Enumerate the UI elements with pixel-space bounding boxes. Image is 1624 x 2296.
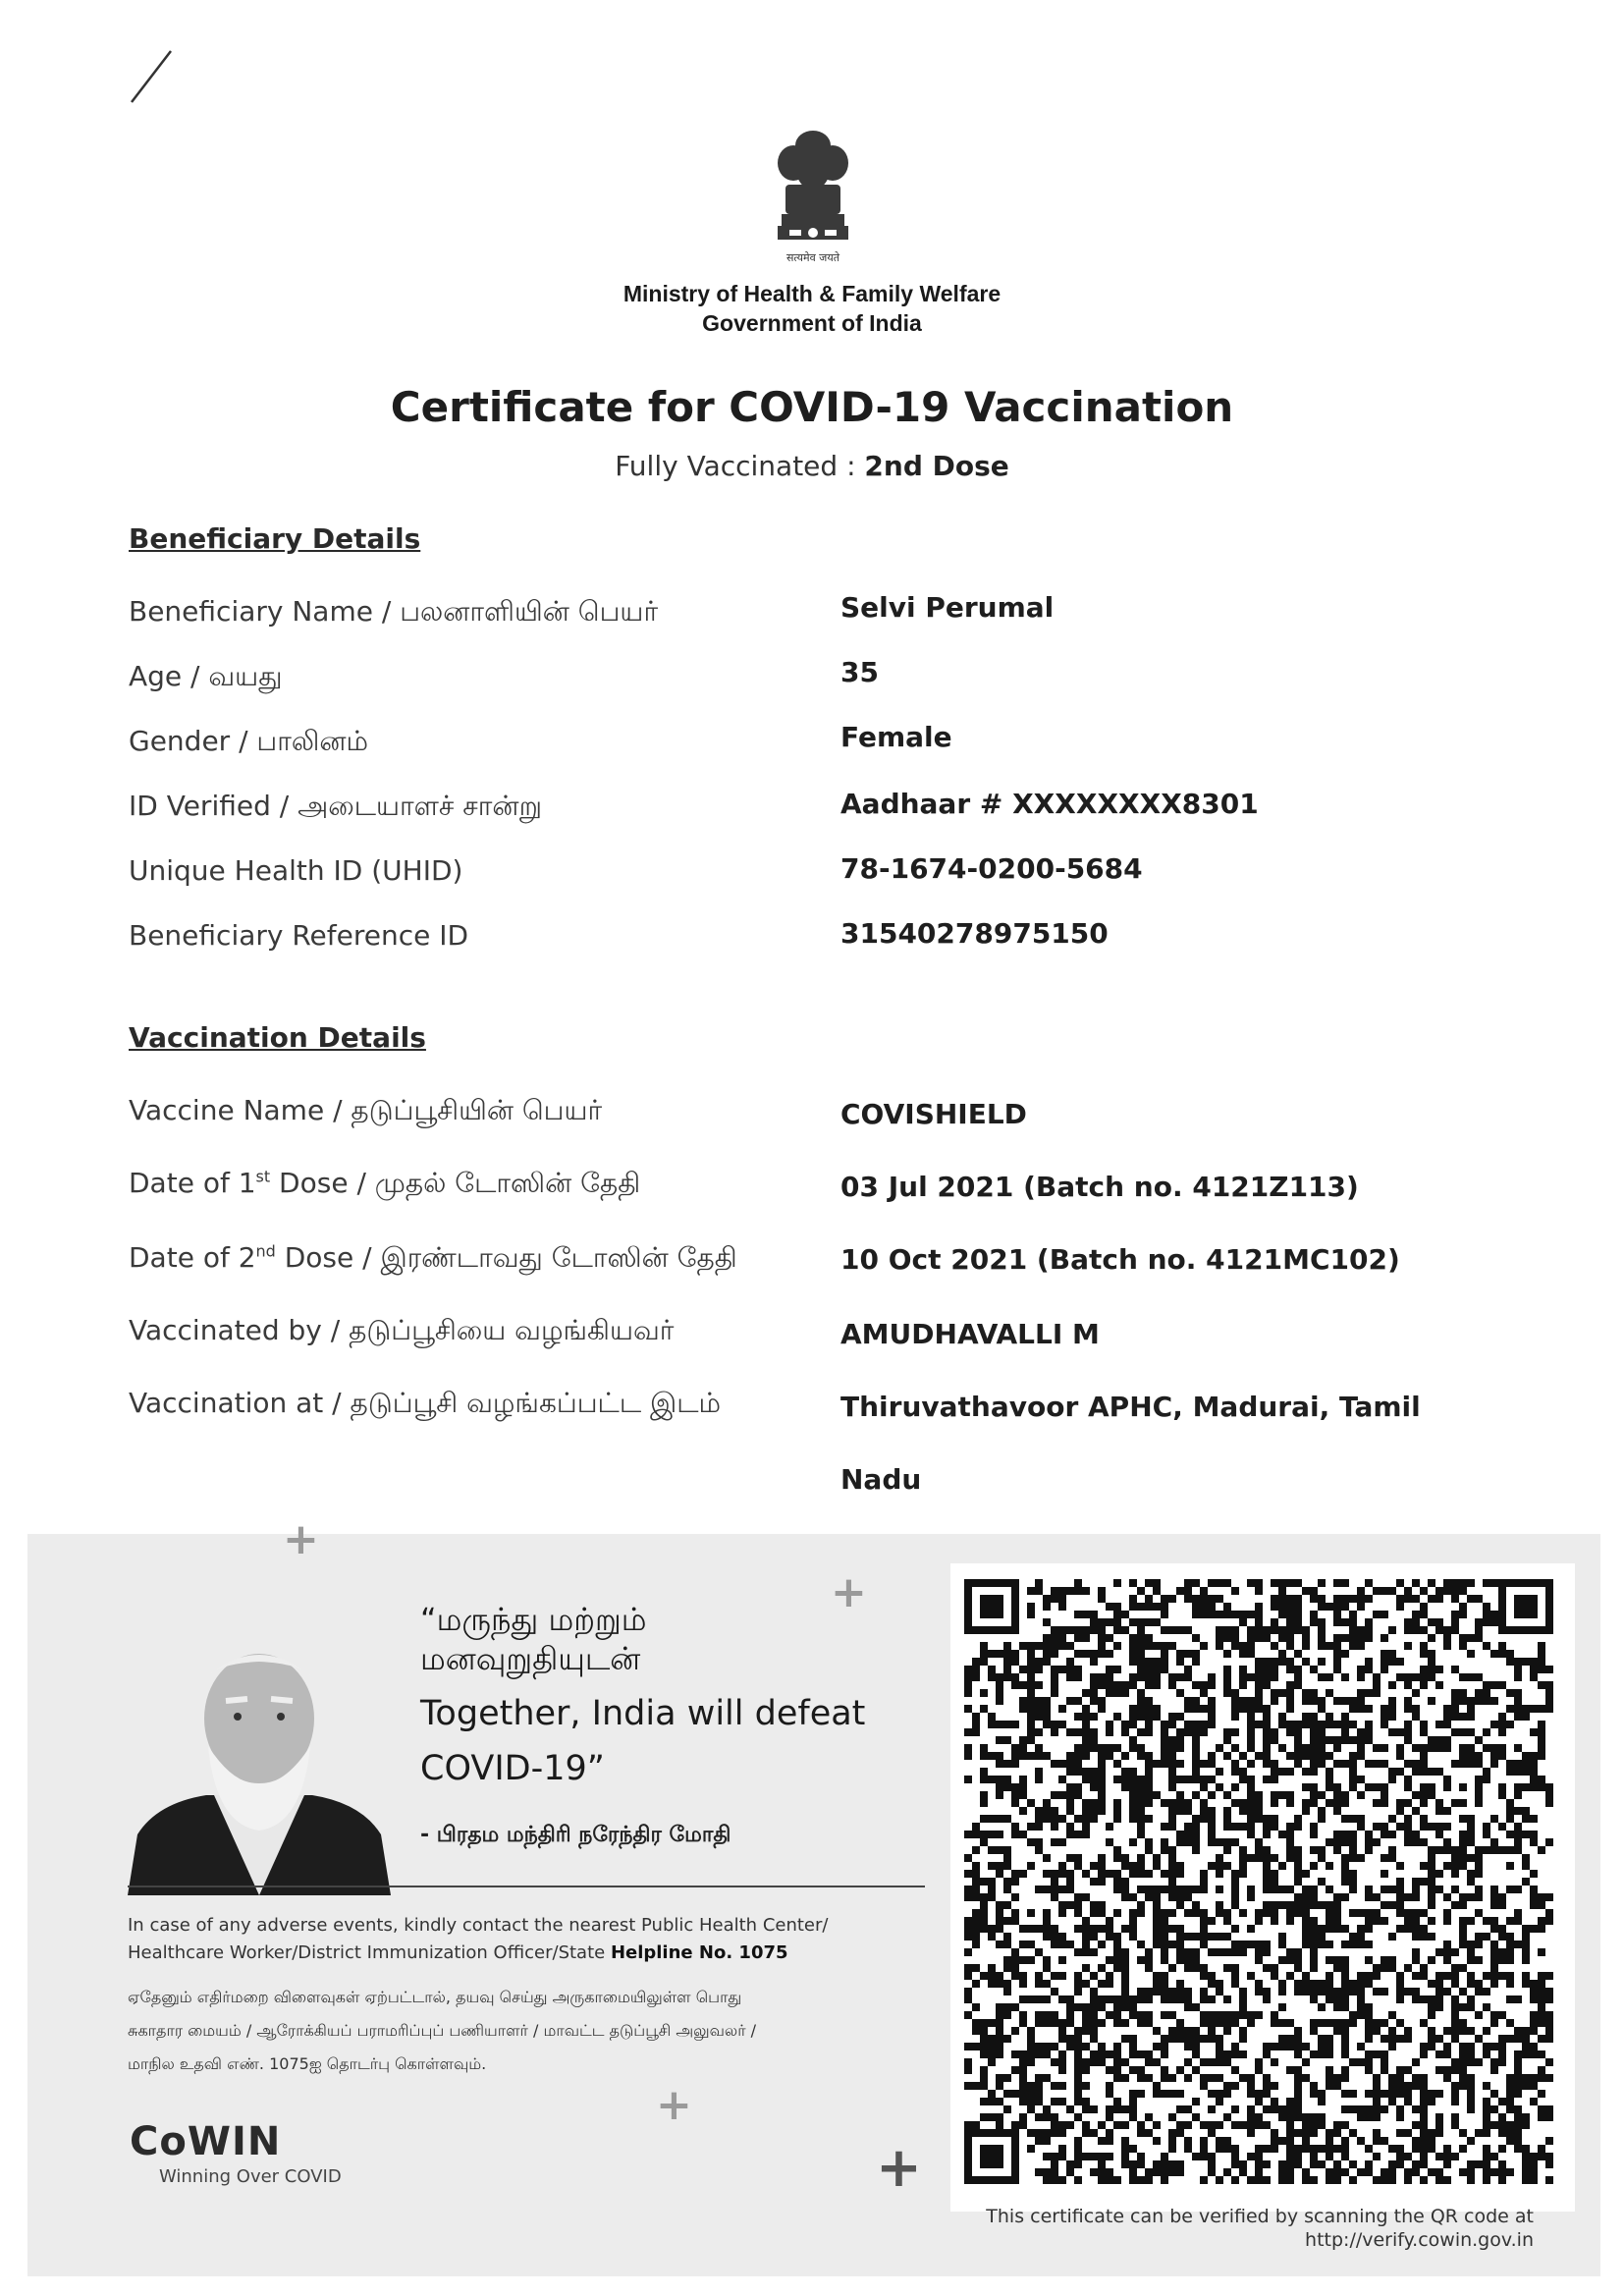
adverse-events-ta-line2: சுகாதார மையம் / ஆரோக்கியப் பராமரிப்புப் பணியாளர் / மாவட்ட தடுப்பூசி அலுவலர் / [128,2021,757,2040]
quote-english-line2: COVID-19” [420,1749,605,1788]
uhid-label: Unique Health ID (UHID) [129,854,463,887]
qr-finder-center [1514,1595,1538,1618]
pen-stroke-mark [128,47,177,106]
vaccinated-by-label: Vaccinated by / தடுப்பூசியை வழங்கியவர் [129,1314,675,1346]
dose1-label-sup: st [255,1167,271,1186]
vaccination-at-value-line1: Thiruvathavoor APHC, Madurai, Tamil [840,1391,1421,1423]
quote-tamil-line2: மனவுறுதியுடன் [420,1640,641,1677]
plus-decoration-icon: + [656,2080,692,2130]
id-verified-label: ID Verified / அடையாளச் சான்று [129,790,542,822]
vaccinated-by-value: AMUDHAVALLI M [840,1318,1100,1350]
vaccination-details-heading: Vaccination Details [129,1021,426,1054]
gender-label: Gender / பாலினம் [129,725,369,757]
dose2-label-post: Dose / இரண்டாவது டோஸின் தேதி [275,1241,737,1274]
dose1-label-post: Dose / முதல் டோஸின் தேதி [270,1167,641,1199]
vaccination-status [0,450,1624,482]
verification-note-line1: This certificate can be verified by scanning the QR code at [986,2206,1534,2227]
helpline-number: Helpline No. 1075 [610,1942,788,1963]
adverse-events-ta-line3: மாநில உதவி எண். 1075ஐ தொடர்பு கொள்ளவும். [128,2054,487,2073]
adverse-events-text: Healthcare Worker/District Immunization Officer/State [128,1942,611,1963]
dose1-date-value: 03 Jul 2021 (Batch no. 4121Z113) [840,1171,1359,1203]
beneficiary-details-heading: Beneficiary Details [129,522,421,555]
ministry-name: Ministry of Health & Family Welfare [623,281,1001,306]
beneficiary-name-label: Beneficiary Name / பலனாளியின் பெயர் [129,595,659,628]
dose1-date-label [129,1167,640,1203]
plus-decoration-icon: + [831,1567,867,1617]
vaccination-at-value-line2: Nadu [840,1463,922,1496]
national-emblem-icon [764,126,862,273]
vaccination-status-value: 2nd Dose [864,450,1009,482]
id-verified-value: Aadhaar # XXXXXXXX8301 [840,788,1259,820]
age-label: Age / வயது [129,660,283,692]
verification-url: http://verify.cowin.gov.in [1305,2228,1534,2251]
cowin-logo: CoWIN [130,2119,282,2164]
dose2-label-pre: Date of 2 [129,1241,256,1274]
verification-note [950,2206,1534,2253]
dose2-date-value: 10 Oct 2021 (Batch no. 4121MC102) [840,1243,1400,1276]
vaccination-status-label: Fully Vaccinated : [615,450,865,482]
quote-english-line1: Together, India will defeat [420,1694,866,1733]
dose2-label-sup: nd [255,1241,276,1261]
adverse-events-en-line1: In case of any adverse events, kindly contact the nearest Public Health Center/ [128,1915,829,1936]
certificate-title: Certificate for COVID-19 Vaccination [390,383,1234,431]
qr-finder-center [980,2145,1003,2168]
portrait-image [128,1638,391,1895]
emblem-caption: सत्यमेव जयते [785,251,840,264]
reference-id-label: Beneficiary Reference ID [129,919,469,952]
qr-finder-center [980,1595,1003,1618]
adverse-events-ta-line1: ஏதேனும் எதிர்மறை விளைவுகள் ஏற்பட்டால், தயவு செய்து அருகாமையிலுள்ள பொது [128,1988,742,2006]
uhid-value: 78-1674-0200-5684 [840,852,1143,885]
government-name: Government of India [702,310,922,336]
divider [128,1886,925,1887]
beneficiary-name-value: Selvi Perumal [840,591,1055,624]
plus-decoration-icon: + [876,2136,922,2200]
quote-attribution: - பிரதம மந்திரி நரேந்திர மோதி [420,1823,731,1847]
plus-decoration-icon: + [283,1514,319,1564]
reference-id-value: 31540278975150 [840,917,1109,950]
dose2-date-label [129,1241,737,1278]
gender-value: Female [840,721,952,753]
qr-code [964,1579,1553,2184]
adverse-events-en-line2 [128,1942,788,1963]
age-value: 35 [840,656,879,688]
cowin-tagline: Winning Over COVID [159,2166,342,2187]
vaccine-name-label: Vaccine Name / தடுப்பூசியின் பெயர் [129,1094,603,1126]
vaccination-at-label: Vaccination at / தடுப்பூசி வழங்கப்பட்ட இடம் [129,1387,722,1419]
quote-tamil-line1: “மருந்து மற்றும் [420,1601,647,1638]
vaccine-name-value: COVISHIELD [840,1098,1027,1130]
dose1-label-pre: Date of 1 [129,1167,256,1199]
